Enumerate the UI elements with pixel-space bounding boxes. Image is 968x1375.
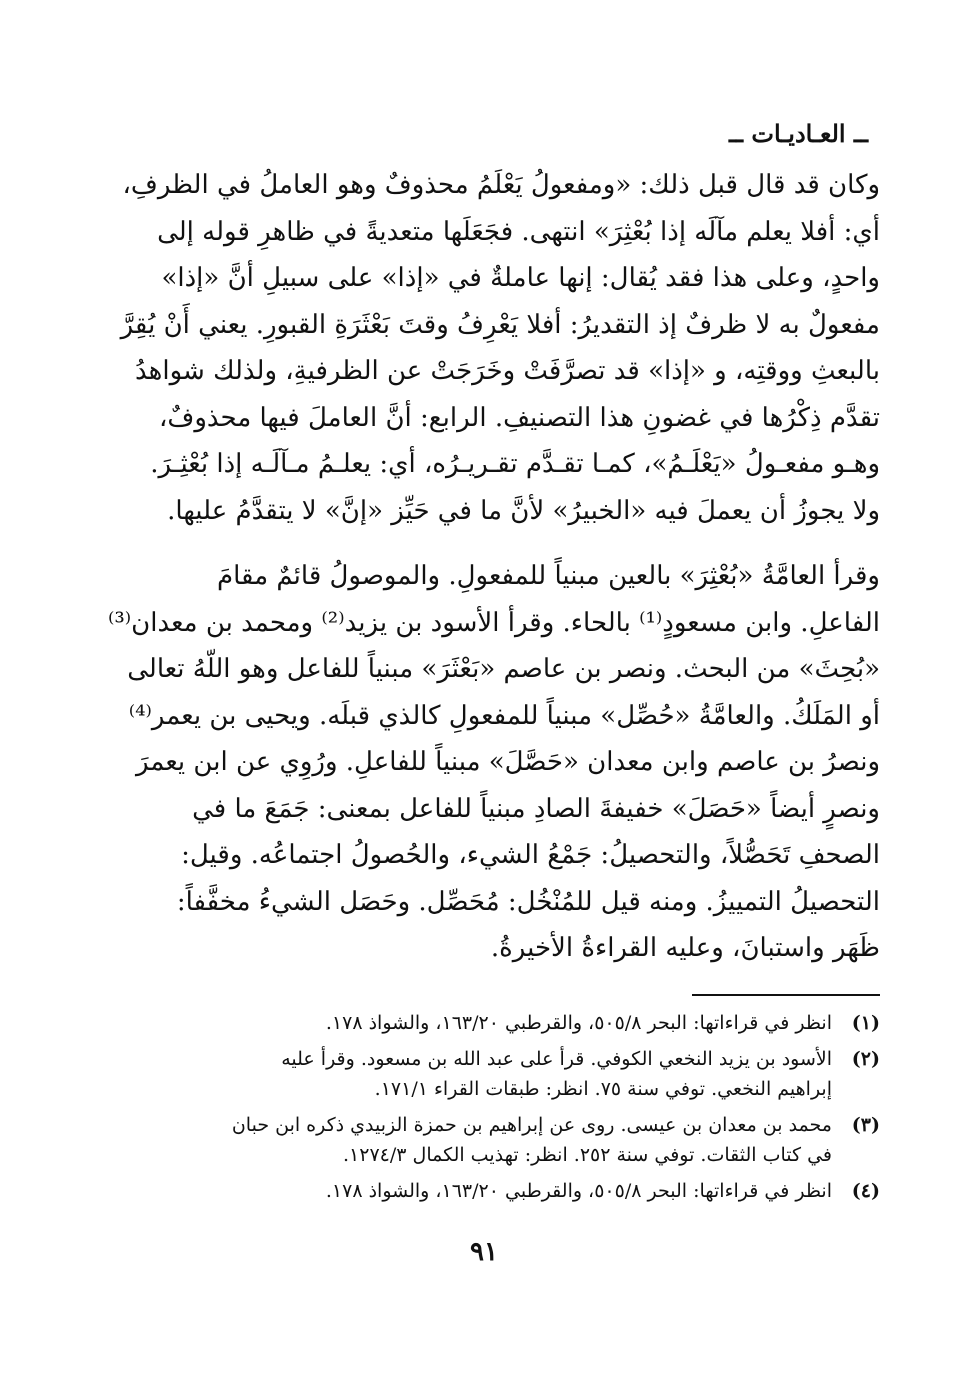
footnote-text: [80, 1110, 832, 1170]
text-line: الفاعلِ. وابن مسعودٍ⁽¹⁾ بالحاء. وقرأ الأسود بن يزيد⁽²⁾ ومحمد بن معدان⁽³⁾: [107, 607, 880, 638]
footnote-line: محمد بن معدان بن عيسى. روى عن إبراهيم بن حمزة الزبيدي ذكره ابن حبان: [231, 1114, 832, 1136]
text-line: مفعولٌ به لا ظرفٌ إذ التقديرُ: أفلا يَعْرِفُ وقتَ بَعْثَرَةِ القبورِ. يعني أَنْ يُقِرَّ: [120, 309, 880, 340]
text-line: وهـو مفعـولُ «يَعْلَـمُ»، كمـا تقـدَّم تقـريـرُه، أي: يعلـمُ مـآلَـه إذا بُعْثِـرَ.: [150, 449, 880, 479]
text-line: التحصيلُ التمييزُ. ومنه قيل للمُنْخُل: مُحَصِّل. وحَصَل الشيءُ مخفَّفاً:: [176, 886, 880, 917]
footnote-line: الأسود بن يزيد النخعي الكوفي. قرأ على عبد الله بن مسعود. وقرأ عليه: [281, 1048, 832, 1070]
text-line: ولا يجوزُ أن يعملَ فيه «الخبيرُ» لأنَّ ما في حَيِّز «إنَّ» لا يتقدَّمُ عليها.: [167, 495, 880, 526]
footnote-number: (١): [851, 1012, 880, 1034]
footnote-number: (٤): [851, 1180, 880, 1202]
footnote-line: انظر في قراءاتها: البحر ٥٠٥/٨، والقرطبي ١٦٣/٢٠، والشواذ ١٧٨.: [325, 1012, 832, 1034]
text-line: وقرأ العامَّةُ «بُعْثِرَ» بالعين مبنياً للمفعولِ. والموصولُ قائمٌ مقامَ: [217, 561, 880, 591]
text-line: بالبعثِ ووقتِه، و «إذا» قد تصرَّفَتْ وخَرَجَتْ عن الظرفيةِ، ولذلك شواهدُ: [135, 356, 880, 386]
text-line: أي: أفلا يعلم مآلَه إذا بُعْثِرَ» انتهى. فجَعَلَها متعديةً في ظاهرِ قوله إلى: [157, 216, 880, 247]
footnote-4: [80, 1176, 880, 1206]
footnote-number: (٣): [851, 1114, 880, 1136]
text-line: «بُحِثَ» من البحث. ونصر بن عاصم «بَعْثَرَ» مبنياً للفاعل وهو اللّهُ تعالى: [127, 654, 880, 684]
footnote-line: انظر في قراءاتها: البحر ٥٠٥/٨، والقرطبي ١٦٣/٢٠، والشواذ ١٧٨.: [325, 1180, 832, 1202]
text-line: تقدَّم ذِكْرُها في غضونِ هذا التصنيفِ. الرابع: أنَّ العاملَ فيها محذوفٌ،: [158, 402, 880, 433]
footnote-line: في كتاب الثقات. توفي سنة ٢٥٢. انظر: تهذيب الكمال ١٢٧٤/٣.: [342, 1144, 832, 1166]
text-line: الصحفِ تَحَصُّلاً، والتحصيلُ: جَمْعُ الشيء، والحُصولُ اجتماعُه. وقيل:: [181, 840, 880, 870]
running-head: ــ العـاديـات ــ: [728, 119, 868, 148]
footnote-line: إبراهيم النخعي. توفي سنة ٧٥. انظر: طبقات القراء ١٧١/١.: [374, 1078, 832, 1100]
footnote-text: [80, 1044, 832, 1104]
paragraph-2: [80, 553, 880, 972]
text-line: ظَهَر واستبانَ، وعليه القراءةُ الأخيرةُ.: [490, 933, 880, 963]
text-line: وكان قد قال قبل ذلك: «ومفعولُ يَعْلَمُ محذوفٌ وهو العاملُ في الظرفِ،: [122, 170, 880, 200]
footnote-text: [80, 1176, 832, 1206]
footnote-3: [80, 1110, 880, 1170]
footnote-1: [80, 1008, 880, 1038]
paragraph-1: [80, 162, 880, 534]
footnote-number: (٢): [851, 1048, 880, 1070]
footnote-separator: [692, 994, 880, 996]
footnote-2: [80, 1044, 880, 1104]
page-number: ٩١: [470, 1237, 498, 1267]
text-line: ونصرٍ أيضاً «حَصَلَ» خفيفةَ الصادِ مبنياً للفاعل بمعنى: جَمَعَ ما في: [192, 793, 880, 824]
text-line: واحدٍ، وعلى هذا فقد يُقال: إنها عاملةٌ في «إذا» على سبيلِ أنَّ «إذا»: [161, 263, 880, 293]
text-line: ونصرُ بن عاصم وابن معدان «حَصَّلَ» مبنياً للفاعلِ. ورُوِي عن ابن يعمرَ: [136, 747, 880, 777]
footnote-text: [80, 1008, 832, 1038]
footnotes: [80, 1008, 880, 1212]
text-line: أو المَلَكُ. والعامَّةُ «حُصِّل» مبنياً للمفعولِ كالذي قبلَه. ويحيى بن يعمر⁽⁴⁾: [128, 700, 880, 731]
